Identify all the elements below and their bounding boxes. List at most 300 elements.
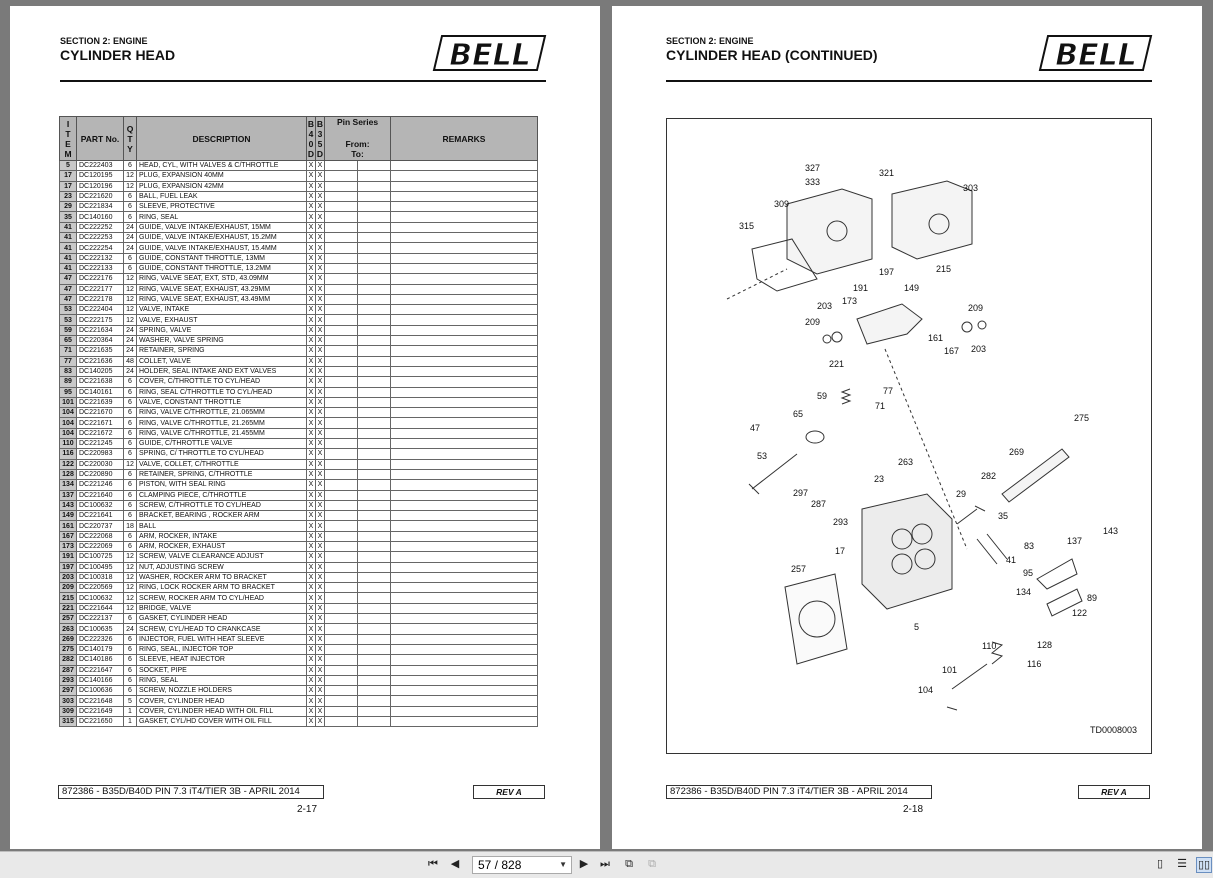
part-number: DC222253: [77, 233, 124, 243]
remarks: [391, 284, 538, 294]
pin-to-label: To:: [351, 149, 364, 159]
remarks: [391, 212, 538, 222]
first-page-icon[interactable]: ⏮: [428, 858, 438, 870]
remarks: [391, 583, 538, 593]
col-b40d: B 4 0 D: [307, 118, 315, 159]
part-number: DC222326: [77, 634, 124, 644]
part-number: DC222178: [77, 294, 124, 304]
description: GASKET, CYL/HD COVER WITH OIL FILL: [137, 717, 307, 727]
quantity: 6: [124, 439, 137, 449]
quantity: 12: [124, 171, 137, 181]
item-number: 5: [60, 161, 77, 171]
item-number: 173: [60, 541, 77, 551]
part-number: DC222133: [77, 263, 124, 273]
part-number: DC221834: [77, 202, 124, 212]
part-number: DC221620: [77, 191, 124, 201]
table-row: [60, 305, 538, 315]
callout-label: 293: [833, 517, 849, 527]
pin-to: [358, 459, 391, 469]
part-number: DC140160: [77, 212, 124, 222]
callout-label: 209: [968, 303, 984, 313]
part-number: DC221640: [77, 490, 124, 500]
table-row: [60, 624, 538, 634]
pin-from: [325, 572, 358, 582]
pin-to: [358, 325, 391, 335]
remarks: [391, 614, 538, 624]
description: COVER, C/THROTTLE TO CYL/HEAD: [137, 377, 307, 387]
item-number: 101: [60, 397, 77, 407]
pin-from: [325, 706, 358, 716]
item-number: 77: [60, 356, 77, 366]
b40d-flag: X: [307, 459, 316, 469]
pin-from: [325, 294, 358, 304]
b40d-flag: X: [307, 552, 316, 562]
pin-to: [358, 644, 391, 654]
remarks: [391, 449, 538, 459]
col-description: DESCRIPTION: [137, 117, 307, 161]
remarks: [391, 397, 538, 407]
remarks: [391, 480, 538, 490]
pin-from: [325, 634, 358, 644]
b35d-flag: X: [316, 181, 325, 191]
callout-label: 209: [805, 317, 821, 327]
part-number: DC222069: [77, 541, 124, 551]
callout-label: 297: [793, 488, 809, 498]
description: SLEEVE, PROTECTIVE: [137, 202, 307, 212]
description: SLEEVE, HEAT INJECTOR: [137, 655, 307, 665]
callout-label: 287: [811, 499, 827, 509]
pin-from: [325, 480, 358, 490]
quantity: 12: [124, 562, 137, 572]
b40d-flag: X: [307, 644, 316, 654]
b35d-flag: X: [316, 696, 325, 706]
pin-from: [325, 233, 358, 243]
quantity: 6: [124, 511, 137, 521]
b35d-flag: X: [316, 161, 325, 171]
description: GASKET, CYLINDER HEAD: [137, 614, 307, 624]
remarks: [391, 366, 538, 376]
pin-to: [358, 346, 391, 356]
pin-to: [358, 675, 391, 685]
quantity: 6: [124, 634, 137, 644]
b35d-flag: X: [316, 366, 325, 376]
pin-from: [325, 552, 358, 562]
remarks: [391, 706, 538, 716]
forward-view-icon[interactable]: ⧉: [648, 858, 656, 870]
item-number: 221: [60, 603, 77, 613]
pin-to: [358, 171, 391, 181]
item-number: 203: [60, 572, 77, 582]
b40d-flag: X: [307, 490, 316, 500]
part-number: DC221635: [77, 346, 124, 356]
item-number: 303: [60, 696, 77, 706]
description: SCREW, VALVE CLEARANCE ADJUST: [137, 552, 307, 562]
quantity: 12: [124, 181, 137, 191]
callout-label: 77: [883, 386, 894, 396]
b35d-flag: X: [316, 428, 325, 438]
last-page-icon[interactable]: ⏭: [600, 858, 610, 870]
parts-table: [59, 116, 538, 727]
b35d-flag: X: [316, 336, 325, 346]
header-rule: [60, 80, 546, 82]
b40d-flag: X: [307, 521, 316, 531]
table-row: [60, 274, 538, 284]
b40d-flag: X: [307, 541, 316, 551]
part-number: DC120195: [77, 171, 124, 181]
pin-from: [325, 253, 358, 263]
quantity: 12: [124, 305, 137, 315]
remarks: [391, 305, 538, 315]
table-row: [60, 397, 538, 407]
b35d-flag: X: [316, 521, 325, 531]
b35d-flag: X: [316, 305, 325, 315]
description: WASHER, VALVE SPRING: [137, 336, 307, 346]
callout-label: 333: [805, 177, 821, 187]
b40d-flag: X: [307, 181, 316, 191]
quantity: 6: [124, 253, 137, 263]
pin-from: [325, 696, 358, 706]
part-number: DC221634: [77, 325, 124, 335]
pin-from: [325, 418, 358, 428]
remarks: [391, 356, 538, 366]
b35d-flag: X: [316, 202, 325, 212]
table-row: [60, 294, 538, 304]
pin-to: [358, 500, 391, 510]
description: GUIDE, VALVE INTAKE/EXHAUST, 15.4MM: [137, 243, 307, 253]
pin-to: [358, 418, 391, 428]
b35d-flag: X: [316, 500, 325, 510]
callout-label: 197: [879, 267, 895, 277]
remarks: [391, 552, 538, 562]
remarks: [391, 191, 538, 201]
quantity: 12: [124, 572, 137, 582]
pin-to: [358, 686, 391, 696]
description: SOCKET, PIPE: [137, 665, 307, 675]
remarks: [391, 418, 538, 428]
table-row: [60, 675, 538, 685]
table-row: [60, 696, 538, 706]
callout-label: 263: [898, 457, 914, 467]
item-number: 116: [60, 449, 77, 459]
item-number: 293: [60, 675, 77, 685]
col-qty: Q T Y: [124, 117, 137, 161]
description: CLAMPING PIECE, C/THROTTLE: [137, 490, 307, 500]
table-row: [60, 222, 538, 232]
b40d-flag: X: [307, 284, 316, 294]
next-page-icon[interactable]: ▶: [579, 858, 589, 870]
b40d-flag: X: [307, 253, 316, 263]
pin-from: [325, 202, 358, 212]
part-number: DC221639: [77, 397, 124, 407]
quantity: 24: [124, 233, 137, 243]
b35d-flag: X: [316, 356, 325, 366]
callout-label: 122: [1072, 608, 1088, 618]
remarks: [391, 459, 538, 469]
item-number: 89: [60, 377, 77, 387]
pin-to: [358, 408, 391, 418]
description: HEAD, CYL, WITH VALVES & C/THROTTLE: [137, 161, 307, 171]
b35d-flag: X: [316, 562, 325, 572]
table-row: [60, 377, 538, 387]
pin-from: [325, 644, 358, 654]
item-number: 41: [60, 263, 77, 273]
pin-to: [358, 387, 391, 397]
table-row: [60, 717, 538, 727]
callout-label: 221: [829, 359, 845, 369]
pin-to: [358, 490, 391, 500]
description: COVER, CYLINDER HEAD: [137, 696, 307, 706]
exploded-diagram-drawing: [667, 119, 1151, 753]
b40d-flag: X: [307, 706, 316, 716]
pin-to: [358, 706, 391, 716]
b40d-flag: X: [307, 161, 316, 171]
callout-label: 203: [971, 344, 987, 354]
single-page-icon[interactable]: ▯: [1156, 858, 1164, 870]
table-row: [60, 686, 538, 696]
quantity: 6: [124, 397, 137, 407]
pin-to: [358, 583, 391, 593]
callout-label: 116: [1027, 659, 1042, 669]
b40d-flag: X: [307, 511, 316, 521]
part-number: DC140161: [77, 387, 124, 397]
b40d-flag: X: [307, 583, 316, 593]
b40d-flag: X: [307, 222, 316, 232]
figure-code: TD0008003: [1089, 725, 1137, 735]
part-number: DC100495: [77, 562, 124, 572]
pin-to: [358, 593, 391, 603]
footer-doc-number: 872386 - B35D/B40D PIN 7.3 iT4/TIER 3B - APRIL 2014: [58, 785, 324, 799]
item-number: 47: [60, 294, 77, 304]
pdf-toolbar: [0, 851, 1213, 878]
callout-label: 17: [835, 546, 846, 556]
callout-label: 128: [1037, 640, 1053, 650]
item-number: 104: [60, 418, 77, 428]
page-number: 2-17: [297, 804, 318, 815]
quantity: 24: [124, 346, 137, 356]
quantity: 24: [124, 222, 137, 232]
page-number: 2-18: [903, 804, 924, 815]
pin-from: [325, 315, 358, 325]
remarks: [391, 696, 538, 706]
pin-from: [325, 356, 358, 366]
description: VALVE, CONSTANT THROTTLE: [137, 397, 307, 407]
pin-to: [358, 336, 391, 346]
quantity: 6: [124, 387, 137, 397]
b40d-flag: X: [307, 336, 316, 346]
description: RING, VALVE SEAT, EXHAUST, 43.49MM: [137, 294, 307, 304]
part-number: DC220983: [77, 449, 124, 459]
b40d-flag: X: [307, 418, 316, 428]
description: RETAINER, SPRING: [137, 346, 307, 356]
callout-label: 47: [750, 423, 761, 433]
description: COLLET, VALVE: [137, 356, 307, 366]
pin-from: [325, 377, 358, 387]
table-row: [60, 603, 538, 613]
b35d-flag: X: [316, 644, 325, 654]
remarks: [391, 171, 538, 181]
description: RING, VALVE C/THROTTLE, 21.455MM: [137, 428, 307, 438]
pin-from: [325, 655, 358, 665]
callout-label: 143: [1103, 526, 1119, 536]
item-number: 104: [60, 428, 77, 438]
description: HOLDER, SEAL INTAKE AND EXT VALVES: [137, 366, 307, 376]
pin-to: [358, 222, 391, 232]
part-number: DC120196: [77, 181, 124, 191]
quantity: 12: [124, 274, 137, 284]
b35d-flag: X: [316, 263, 325, 273]
quantity: 24: [124, 624, 137, 634]
quantity: 6: [124, 531, 137, 541]
two-page-icon[interactable]: ▯▯: [1197, 859, 1211, 871]
pin-from: [325, 665, 358, 675]
table-row: [60, 490, 538, 500]
quantity: 6: [124, 490, 137, 500]
b35d-flag: X: [316, 222, 325, 232]
right-page: [612, 6, 1202, 849]
b40d-flag: X: [307, 202, 316, 212]
description: VALVE, EXHAUST: [137, 315, 307, 325]
b40d-flag: X: [307, 212, 316, 222]
callout-label: 71: [875, 401, 886, 411]
item-number: 149: [60, 511, 77, 521]
pin-from: [325, 583, 358, 593]
pin-to: [358, 511, 391, 521]
quantity: 12: [124, 294, 137, 304]
remarks: [391, 233, 538, 243]
b40d-flag: X: [307, 305, 316, 315]
pin-from: [325, 603, 358, 613]
description: VALVE, INTAKE: [137, 305, 307, 315]
quantity: 6: [124, 500, 137, 510]
table-row: [60, 480, 538, 490]
item-number: 41: [60, 243, 77, 253]
remarks: [391, 490, 538, 500]
part-number: DC220569: [77, 583, 124, 593]
item-number: 47: [60, 284, 77, 294]
table-row: [60, 614, 538, 624]
part-number: DC221638: [77, 377, 124, 387]
item-number: 128: [60, 469, 77, 479]
b35d-flag: X: [316, 480, 325, 490]
col-remarks: REMARKS: [391, 117, 538, 161]
description: PISTON, WITH SEAL RING: [137, 480, 307, 490]
table-row: [60, 706, 538, 716]
b40d-flag: X: [307, 171, 316, 181]
b35d-flag: X: [316, 490, 325, 500]
page-number-input[interactable]: [472, 856, 572, 874]
item-number: 275: [60, 644, 77, 654]
callout-label: 275: [1074, 413, 1090, 423]
table-row: [60, 346, 538, 356]
pin-to: [358, 469, 391, 479]
part-number: DC222177: [77, 284, 124, 294]
callout-label: 5: [914, 622, 920, 632]
b35d-flag: X: [316, 325, 325, 335]
remarks: [391, 377, 538, 387]
pin-from: [325, 161, 358, 171]
page-title: CYLINDER HEAD (CONTINUED): [666, 47, 878, 63]
back-view-icon[interactable]: ⧉: [625, 858, 633, 870]
pin-from: [325, 675, 358, 685]
table-row: [60, 366, 538, 376]
remarks: [391, 500, 538, 510]
table-row: [60, 171, 538, 181]
remarks: [391, 603, 538, 613]
part-number: DC222068: [77, 531, 124, 541]
item-number: 17: [60, 181, 77, 191]
callout-label: 303: [963, 183, 979, 193]
pin-from: [325, 171, 358, 181]
footer-revision: REV A: [1078, 785, 1150, 799]
quantity: 6: [124, 686, 137, 696]
b40d-flag: X: [307, 500, 316, 510]
item-number: 17: [60, 171, 77, 181]
chevron-down-icon[interactable]: ▼: [559, 860, 567, 869]
part-number: DC100725: [77, 552, 124, 562]
quantity: 12: [124, 593, 137, 603]
table-row: [60, 253, 538, 263]
description: PLUG, EXPANSION 40MM: [137, 171, 307, 181]
pin-from: [325, 366, 358, 376]
part-number: DC140166: [77, 675, 124, 685]
description: ARM, ROCKER, INTAKE: [137, 531, 307, 541]
callout-label: 327: [805, 163, 821, 173]
pin-from: [325, 562, 358, 572]
quantity: 5: [124, 696, 137, 706]
b40d-flag: X: [307, 191, 316, 201]
b35d-flag: X: [316, 243, 325, 253]
item-number: 71: [60, 346, 77, 356]
pin-to: [358, 449, 391, 459]
quantity: 6: [124, 614, 137, 624]
quantity: 6: [124, 161, 137, 171]
remarks: [391, 469, 538, 479]
b35d-flag: X: [316, 665, 325, 675]
col-pin-series: [325, 117, 391, 161]
callout-label: 309: [774, 199, 790, 209]
remarks: [391, 521, 538, 531]
pin-to: [358, 233, 391, 243]
item-number: 167: [60, 531, 77, 541]
b35d-flag: X: [316, 469, 325, 479]
description: PLUG, EXPANSION 42MM: [137, 181, 307, 191]
continuous-icon[interactable]: ☰: [1177, 858, 1187, 870]
pin-to: [358, 480, 391, 490]
part-number: DC222252: [77, 222, 124, 232]
callout-label: 269: [1009, 447, 1025, 457]
b35d-flag: X: [316, 212, 325, 222]
quantity: 12: [124, 552, 137, 562]
remarks: [391, 665, 538, 675]
description: WASHER, ROCKER ARM TO BRACKET: [137, 572, 307, 582]
pin-from: [325, 521, 358, 531]
prev-page-icon[interactable]: ◀: [450, 858, 460, 870]
callout-label: 83: [1024, 541, 1035, 551]
part-number: DC221648: [77, 696, 124, 706]
item-number: 297: [60, 686, 77, 696]
b35d-flag: X: [316, 274, 325, 284]
b35d-flag: X: [316, 593, 325, 603]
part-number: DC222175: [77, 315, 124, 325]
pin-from: [325, 614, 358, 624]
remarks: [391, 222, 538, 232]
pin-to: [358, 665, 391, 675]
quantity: 6: [124, 541, 137, 551]
table-row: [60, 315, 538, 325]
callout-label: 41: [1006, 555, 1017, 565]
quantity: 1: [124, 706, 137, 716]
remarks: [391, 562, 538, 572]
